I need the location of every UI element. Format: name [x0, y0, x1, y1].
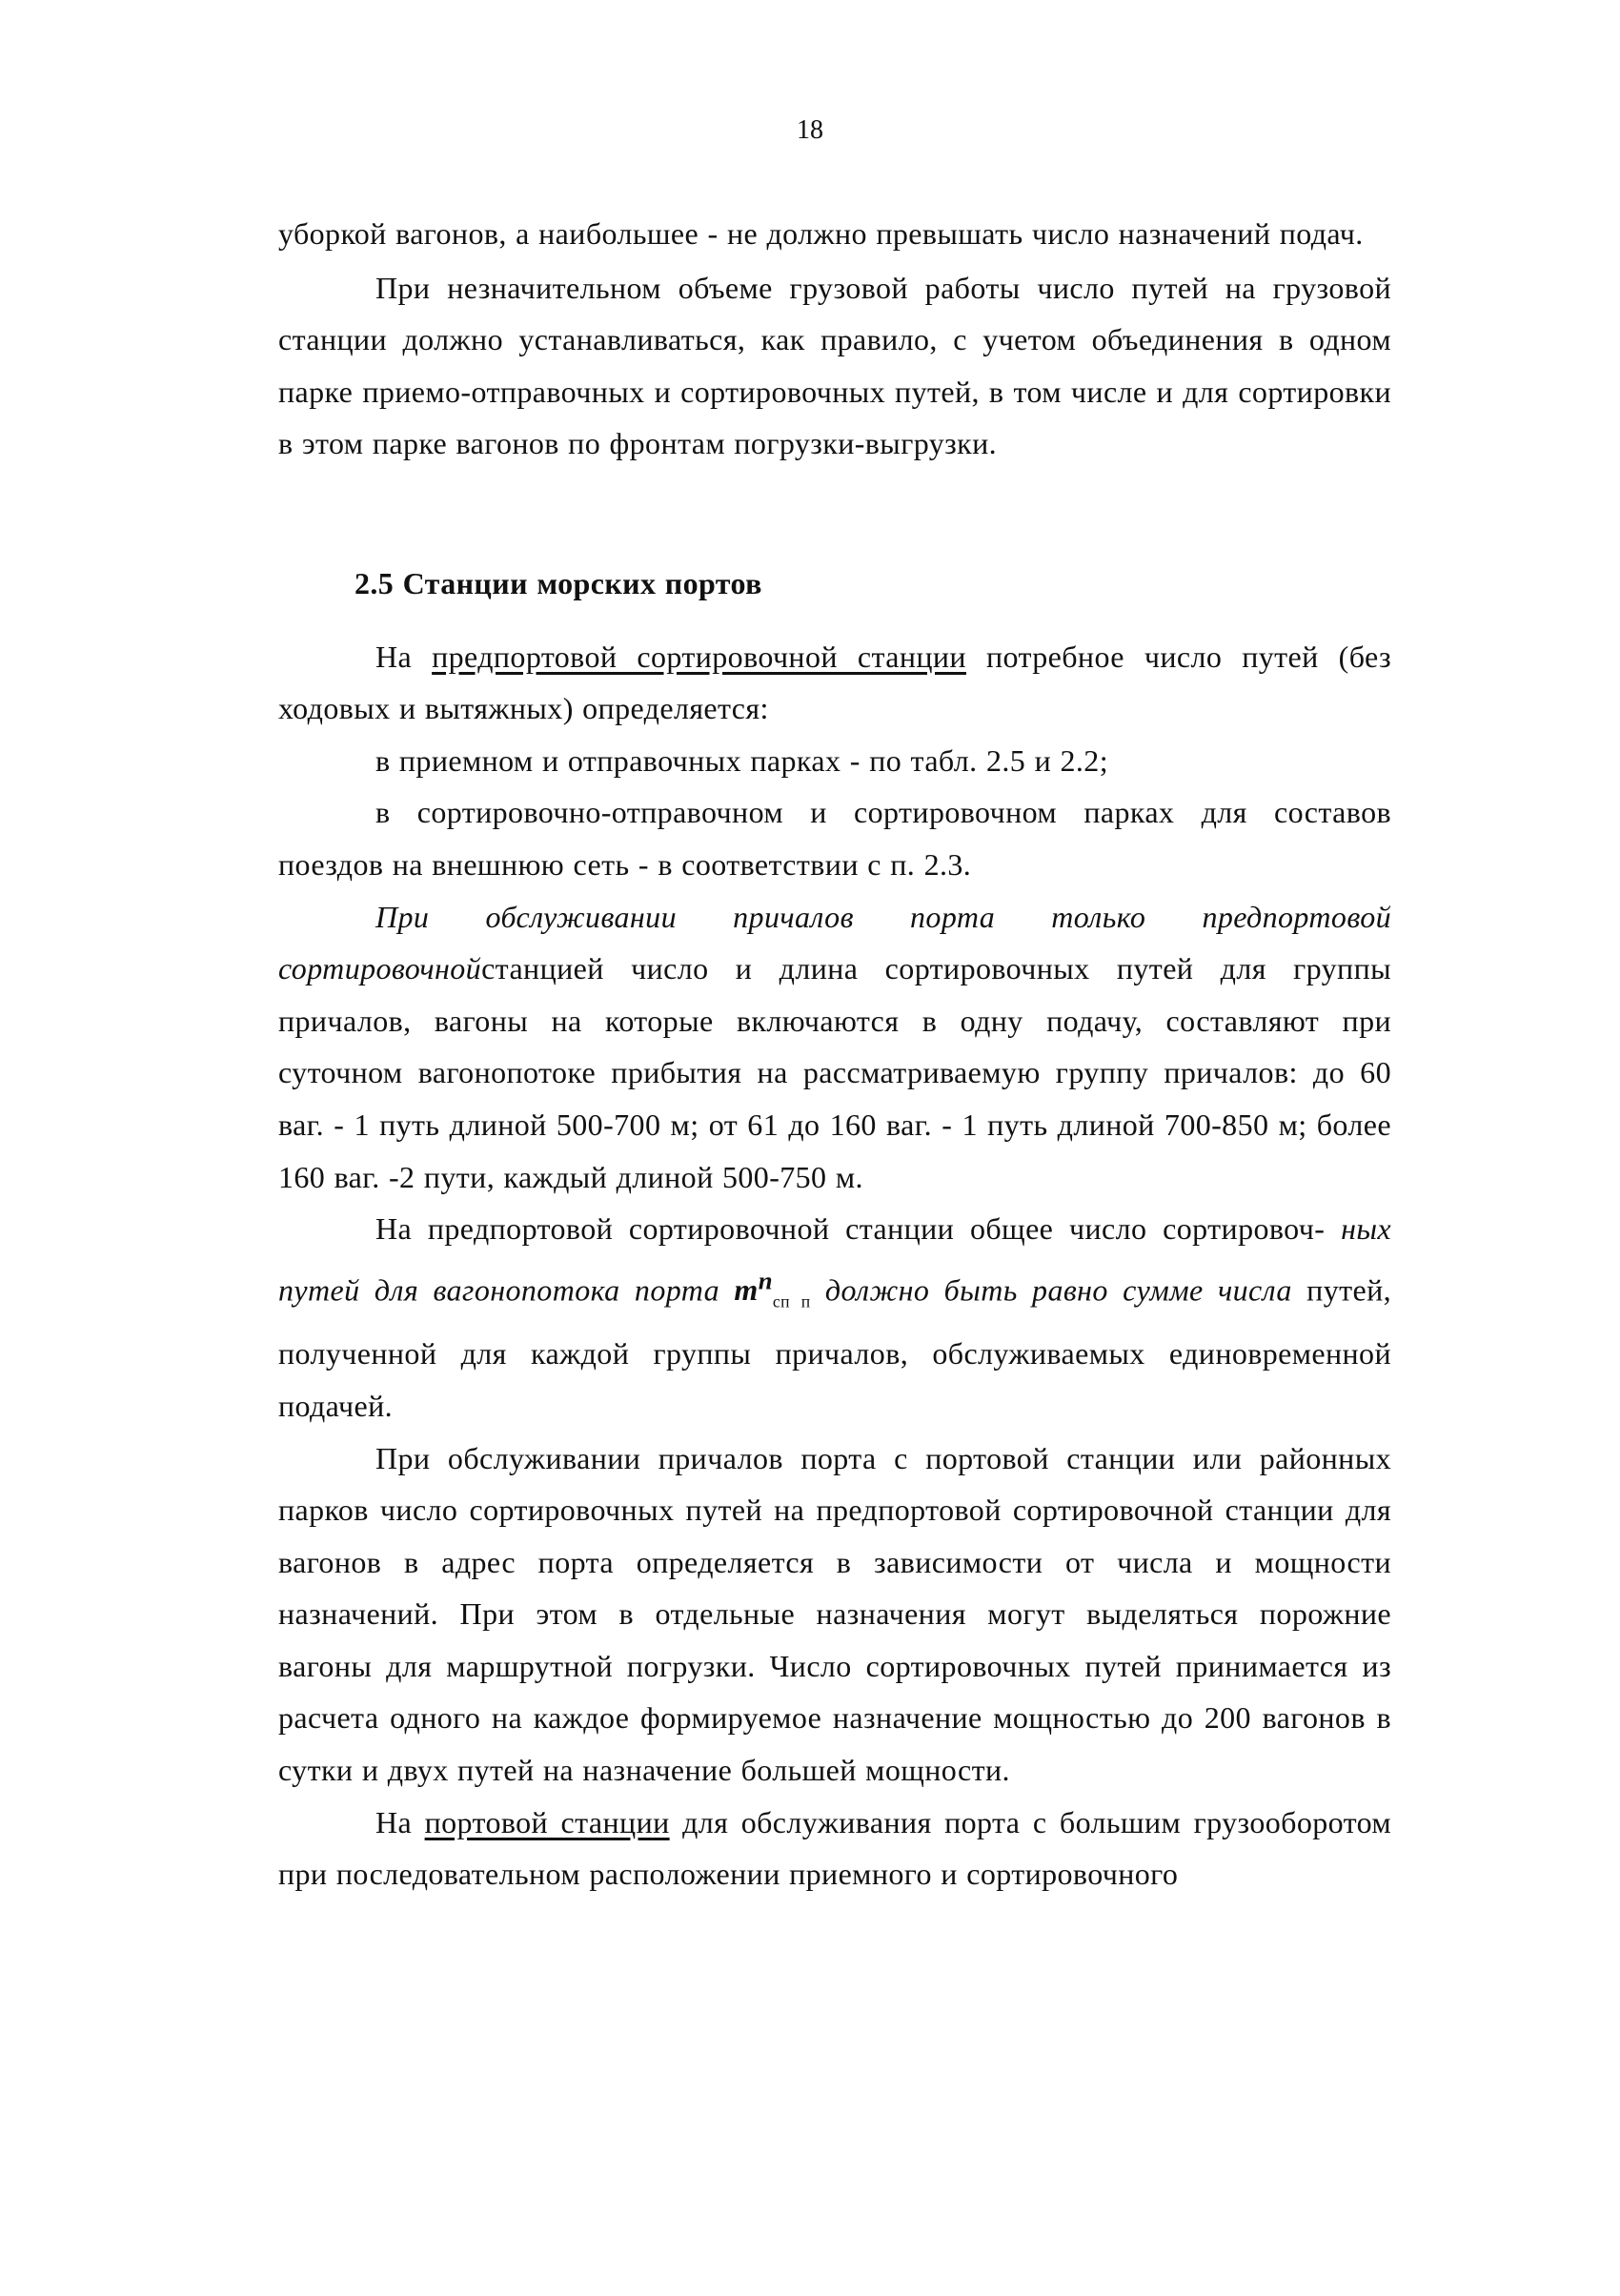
paragraph-lead: На предпортовой сортировочной станции общее число сортировоч- [375, 1211, 1326, 1247]
lead-word: На [375, 1804, 413, 1839]
paragraph-rest: путей, полученной для каждой группы причалов, обслуживаемых единовременной подачей. [278, 1272, 1392, 1423]
section-heading: 2.5 Станции морских портов [354, 565, 762, 600]
paragraph-continuation: уборкой вагонов, а наибольшее - не должно превышать число назначений подач. [278, 216, 1364, 251]
paragraph-rest: для обслуживания порта с большим грузооборотом при последовательном расположении приемного и сортировочного [278, 1804, 1392, 1892]
page-number: 18 [797, 115, 823, 145]
italic-phrase: При обслуживании причалов порта только предпортовой сортировочной [278, 899, 1391, 986]
paragraph-cargo-station: При незначительном объеме грузовой работы число путей на грузовой станции должно устанавливаться, как правило, с учетом объединения в одном парке приемо-отправочных и сортировочных путей, в том числе и для сортировки в этом парке вагонов по фронтам погрузки-выгрузки. [278, 270, 1391, 461]
italic-phrase: ных путей для вагонопотока порта [278, 1211, 1392, 1308]
italic-phrase: должно быть равно сумме числа [824, 1272, 1292, 1308]
list-item: в сортировочно-отправочном и сортировочном парках для составов поездов на внешнюю сеть - в соответствии с п. 2.3. [278, 795, 1391, 882]
paragraph-berths-service [278, 891, 1391, 1204]
lead-word: На [375, 639, 413, 674]
paragraph-rest: станцией число и длина сортировочных путей для группы причалов, вагоны на которые включаются в одну подачу, составляют при суточном вагонопотоке прибытия на рассматриваемую группу причалов: до 60 ваг. - 1 путь длиной 500-700 м; от 61 до 160 ваг. - 1 путь длиной 700-850 м; более 160 ваг. -2 пути, каждый длиной 500-750 м. [278, 951, 1391, 1194]
term-port-station: портовой станции [424, 1804, 670, 1839]
paragraph-track-count [278, 1203, 1391, 1432]
list-item: в приемном и отправочных парках - по табл. 2.5 и 2.2; [375, 742, 1108, 778]
document-body [278, 208, 1391, 1900]
paragraph-port-station-service: При обслуживании причалов порта с портовой станции или районных парков число сортировочных путей на предпортовой сортировочной станции для вагонов в адрес порта определяется в зависимости от числа и мощности назначений. При этом в отдельные назначения могут выделяться порожние вагоны для маршрутной погрузки. Число сортировочных путей принимается из расчета одного на каждое формируемое назначение мощностью до 200 вагонов в сутки и двух путей на назначение большей мощности. [278, 1440, 1391, 1788]
paragraph-port-station [278, 1797, 1391, 1900]
formula-symbol: $m^п_{сп п}$ [734, 1266, 811, 1311]
paragraph-rest: потребное число путей (без ходовых и вытяжных) определяется: [278, 639, 1392, 726]
paragraph-preport-station [278, 631, 1391, 735]
term-preport-station: предпортовой сортировочной станции [432, 639, 966, 674]
